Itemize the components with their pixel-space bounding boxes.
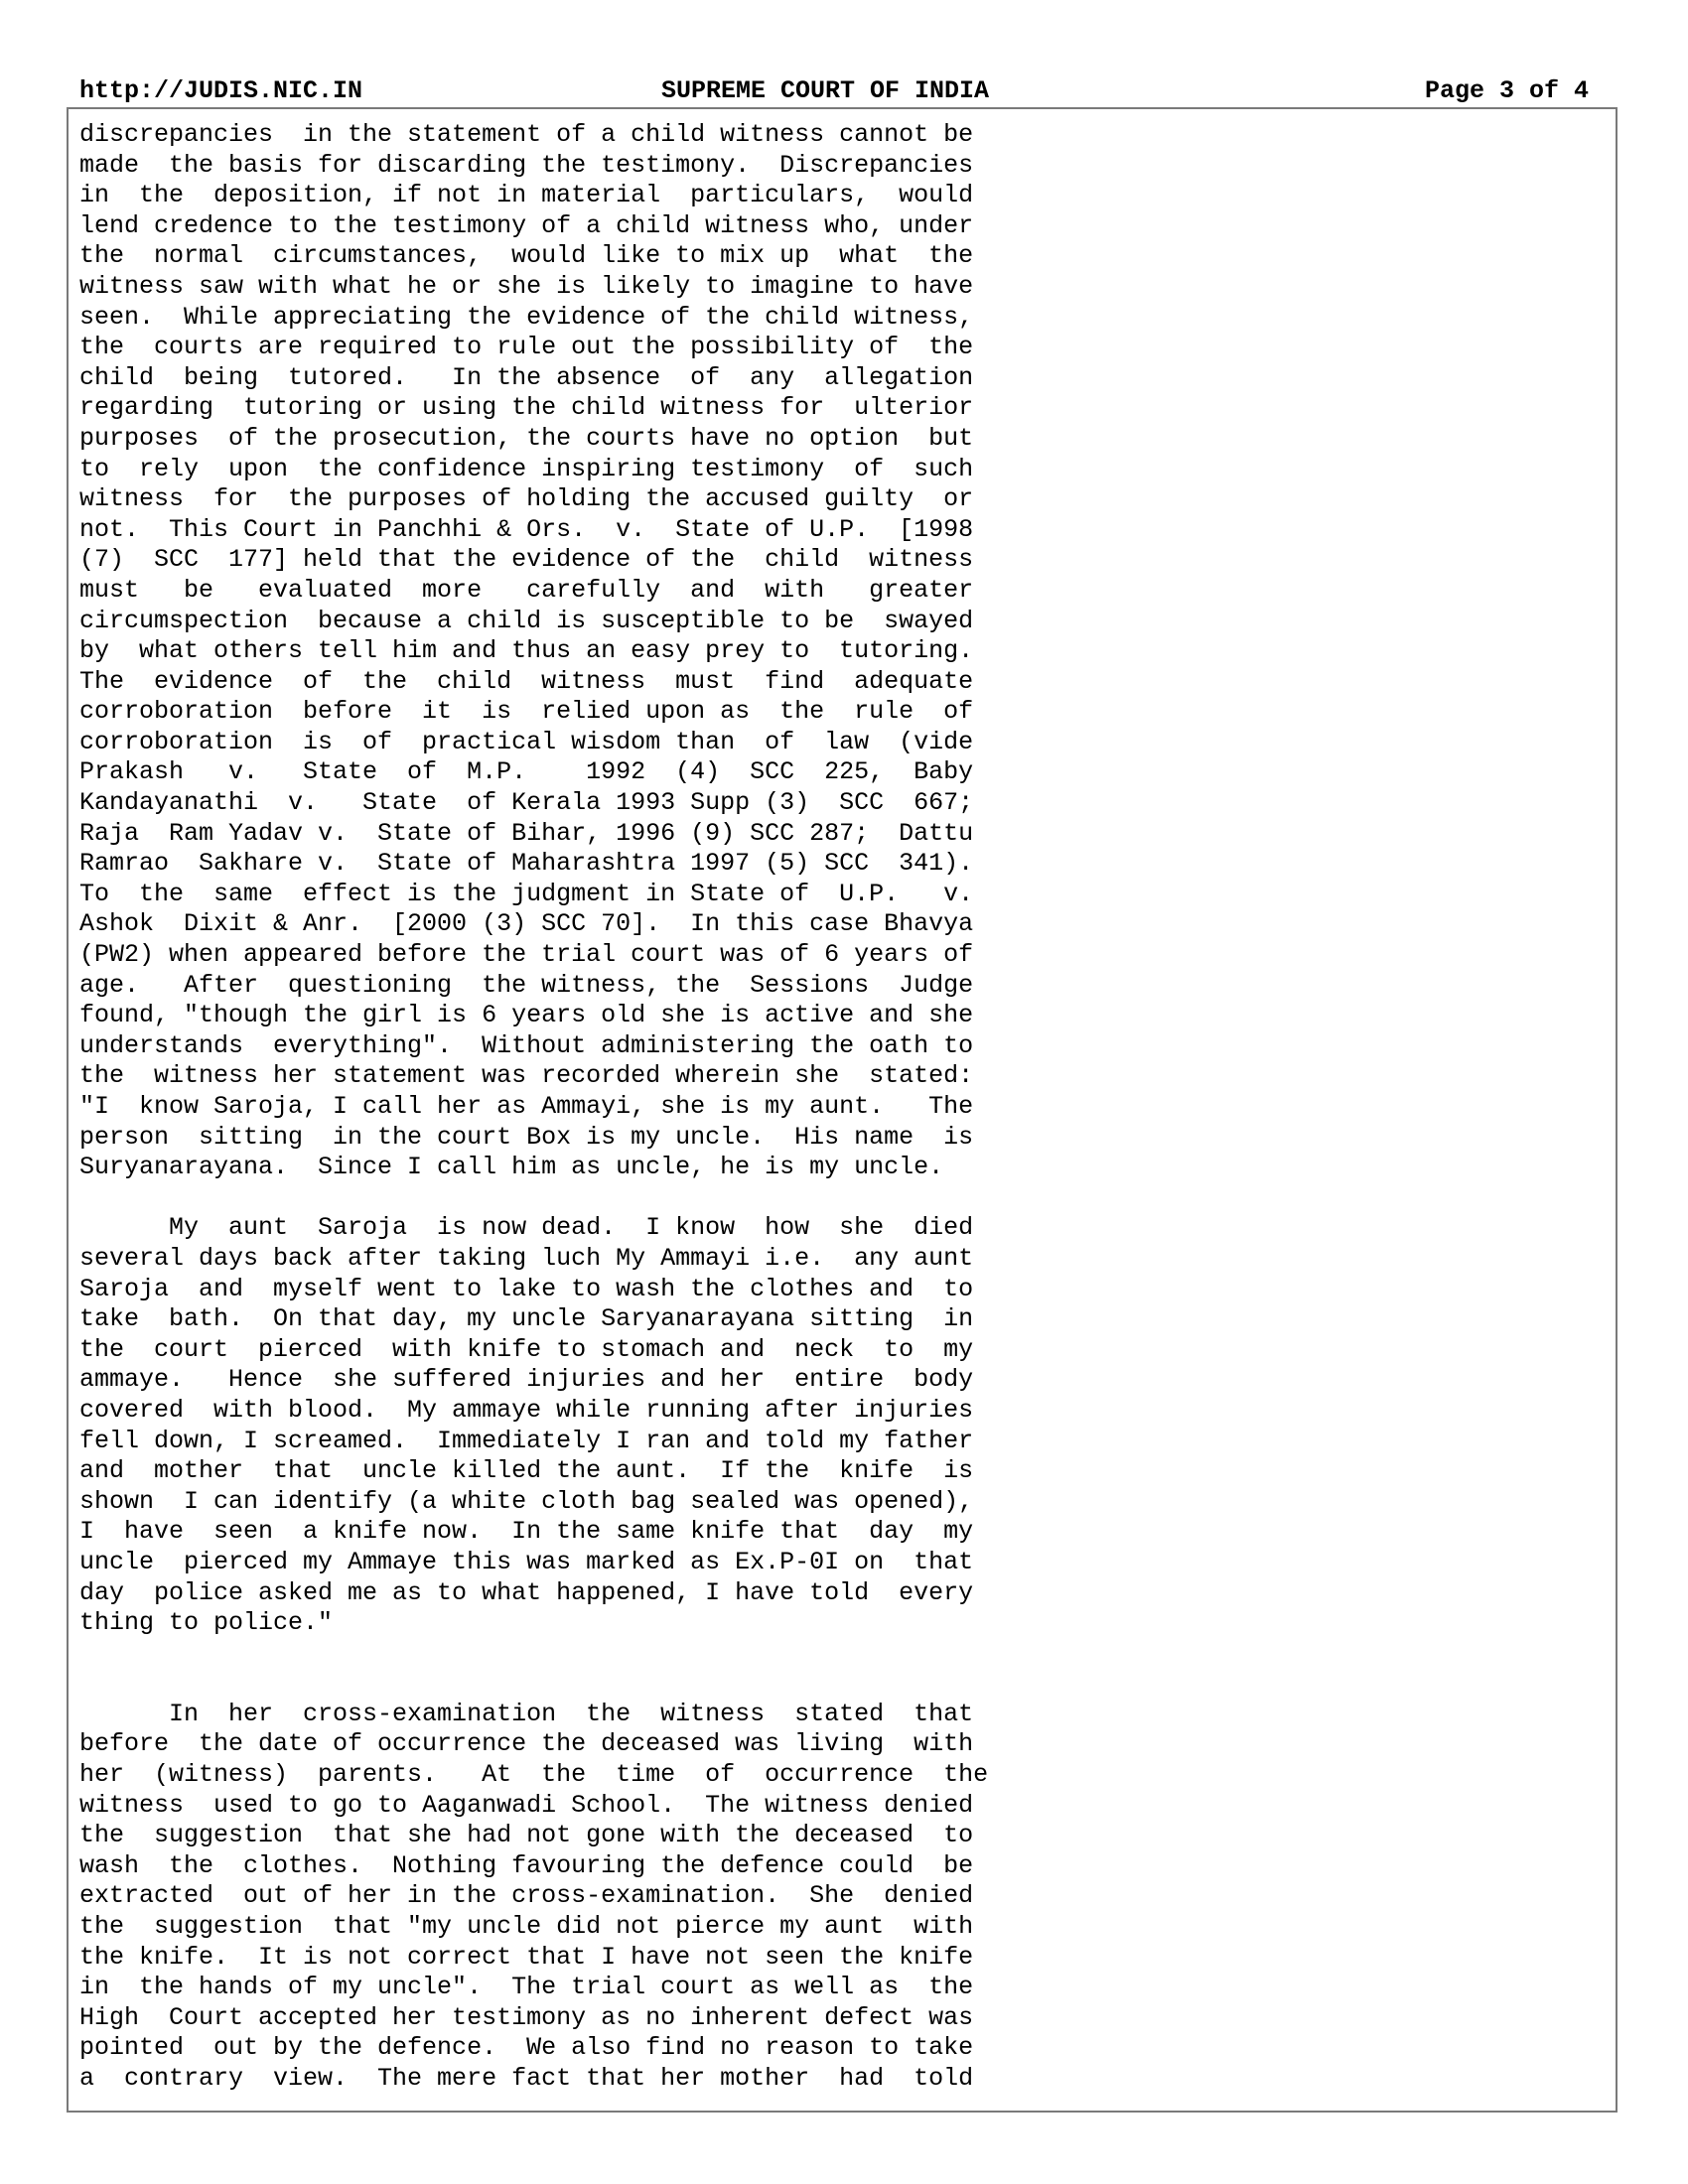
judgment-text — [79, 120, 1569, 2095]
text-line: purposes of the prosecution, the courts have no option but — [79, 423, 974, 453]
text-line: circumspection because a child is susceptible to be swayed — [79, 606, 974, 635]
text-line: and mother that uncle killed the aunt. If the knife is — [79, 1456, 974, 1486]
text-line: the knife. It is not correct that I have not seen the knife — [79, 1942, 974, 1972]
text-line: not. This Court in Panchhi & Ors. v. State of U.P. [1998 — [79, 514, 974, 544]
text-line: made the basis for discarding the testimony. Discrepancies — [79, 150, 974, 180]
text-line: in the hands of my uncle". The trial court as well as the — [79, 1973, 974, 2002]
text-line: by what others tell him and thus an easy prey to tutoring. — [79, 636, 974, 666]
text-line: Ashok Dixit & Anr. [2000 (3) SCC 70]. In this case Bhavya — [79, 909, 974, 939]
page-number: Page 3 of 4 — [1424, 76, 1589, 105]
paragraph — [79, 1213, 1569, 1638]
text-line: Raja Ram Yadav v. State of Bihar, 1996 (9) SCC 287; Dattu — [79, 818, 974, 848]
text-line: the courts are required to rule out the possibility of the — [79, 333, 974, 362]
text-line: My aunt Saroja is now dead. I know how she died — [79, 1213, 974, 1243]
text-line: person sitting in the court Box is my uncle. His name is — [79, 1122, 974, 1152]
text-line: shown I can identify (a white cloth bag sealed was opened), — [79, 1486, 974, 1516]
paragraph — [79, 120, 1569, 1183]
text-line: found, "though the girl is 6 years old she is active and she — [79, 1001, 974, 1030]
text-line: several days back after taking luch My Ammayi i.e. any aunt — [79, 1243, 974, 1273]
text-line: the witness her statement was recorded wherein she stated: — [79, 1061, 974, 1091]
text-line: before the date of occurrence the deceased was living with — [79, 1729, 974, 1759]
text-line: the suggestion that "my uncle did not pierce my aunt with — [79, 1912, 974, 1942]
text-line: (7) SCC 177] held that the evidence of the child witness — [79, 545, 974, 575]
text-line: understands everything". Without administering the oath to — [79, 1030, 974, 1060]
text-line: The evidence of the child witness must find adequate — [79, 666, 974, 696]
text-line: discrepancies in the statement of a child witness cannot be — [79, 120, 974, 149]
text-line: ammaye. Hence she suffered injuries and her entire body — [79, 1365, 974, 1395]
text-line: To the same effect is the judgment in State of U.P. v. — [79, 879, 974, 908]
text-line: In her cross-examination the witness stated that — [79, 1699, 974, 1728]
text-line: extracted out of her in the cross-examination. She denied — [79, 1881, 974, 1911]
text-line: (PW2) when appeared before the trial court was of 6 years of — [79, 940, 974, 970]
text-line: day police asked me as to what happened, I have told every — [79, 1577, 974, 1607]
text-line: High Court accepted her testimony as no inherent defect was — [79, 2002, 974, 2032]
text-line: thing to police." — [79, 1608, 334, 1638]
page-header — [79, 71, 1589, 111]
text-line: in the deposition, if not in material particulars, would — [79, 181, 974, 210]
text-line: the suggestion that she had not gone with the deceased to — [79, 1821, 974, 1850]
text-line: child being tutored. In the absence of any allegation — [79, 362, 974, 392]
text-line: the court pierced with knife to stomach and neck to my — [79, 1334, 974, 1364]
text-line: witness saw with what he or she is likely to imagine to have — [79, 271, 974, 301]
text-line: corroboration is of practical wisdom than of law (vide — [79, 727, 974, 756]
text-line: seen. While appreciating the evidence of the child witness, — [79, 302, 974, 332]
paragraph-gap — [79, 1639, 1569, 1700]
text-line: fell down, I screamed. Immediately I ran and told my father — [79, 1426, 974, 1455]
text-line: wash the clothes. Nothing favouring the defence could be — [79, 1850, 974, 1880]
source-url: http://JUDIS.NIC.IN — [79, 76, 363, 105]
text-line: regarding tutoring or using the child witness for ulterior — [79, 393, 974, 423]
text-line: uncle pierced my Ammaye this was marked as Ex.P-0I on that — [79, 1547, 974, 1576]
text-line: to rely upon the confidence inspiring testimony of such — [79, 454, 974, 483]
text-line: a contrary view. The mere fact that her mother had told — [79, 2064, 974, 2093]
text-line: witness used to go to Aaganwadi School. The witness denied — [79, 1790, 974, 1820]
text-line: the normal circumstances, would like to mix up what the — [79, 241, 974, 271]
text-line: pointed out by the defence. We also find no reason to take — [79, 2033, 974, 2063]
text-line: must be evaluated more carefully and with greater — [79, 575, 974, 605]
text-line: her (witness) parents. At the time of occurrence the — [79, 1760, 989, 1790]
text-line: corroboration before it is relied upon as the rule of — [79, 697, 974, 727]
text-line: Kandayanathi v. State of Kerala 1993 Supp (3) SCC 667; — [79, 788, 974, 818]
text-line: age. After questioning the witness, the Sessions Judge — [79, 970, 974, 1000]
text-line: Saroja and myself went to lake to wash the clothes and to — [79, 1274, 974, 1303]
text-line: Suryanarayana. Since I call him as uncle, he is my uncle. — [79, 1153, 944, 1182]
text-line: covered with blood. My ammaye while running after injuries — [79, 1395, 974, 1425]
text-line: Ramrao Sakhare v. State of Maharashtra 1997 (5) SCC 341). — [79, 849, 974, 879]
paragraph — [79, 1700, 1569, 2095]
text-line: "I know Saroja, I call her as Ammayi, she is my aunt. The — [79, 1092, 974, 1121]
court-title: SUPREME COURT OF INDIA — [661, 76, 990, 105]
text-line: witness for the purposes of holding the accused guilty or — [79, 484, 974, 514]
paragraph-gap — [79, 1183, 1569, 1214]
text-line: lend credence to the testimony of a child witness who, under — [79, 210, 974, 240]
text-line: Prakash v. State of M.P. 1992 (4) SCC 225, Baby — [79, 757, 974, 787]
text-line: I have seen a knife now. In the same knife that day my — [79, 1517, 974, 1547]
text-line: take bath. On that day, my uncle Saryanarayana sitting in — [79, 1304, 974, 1334]
